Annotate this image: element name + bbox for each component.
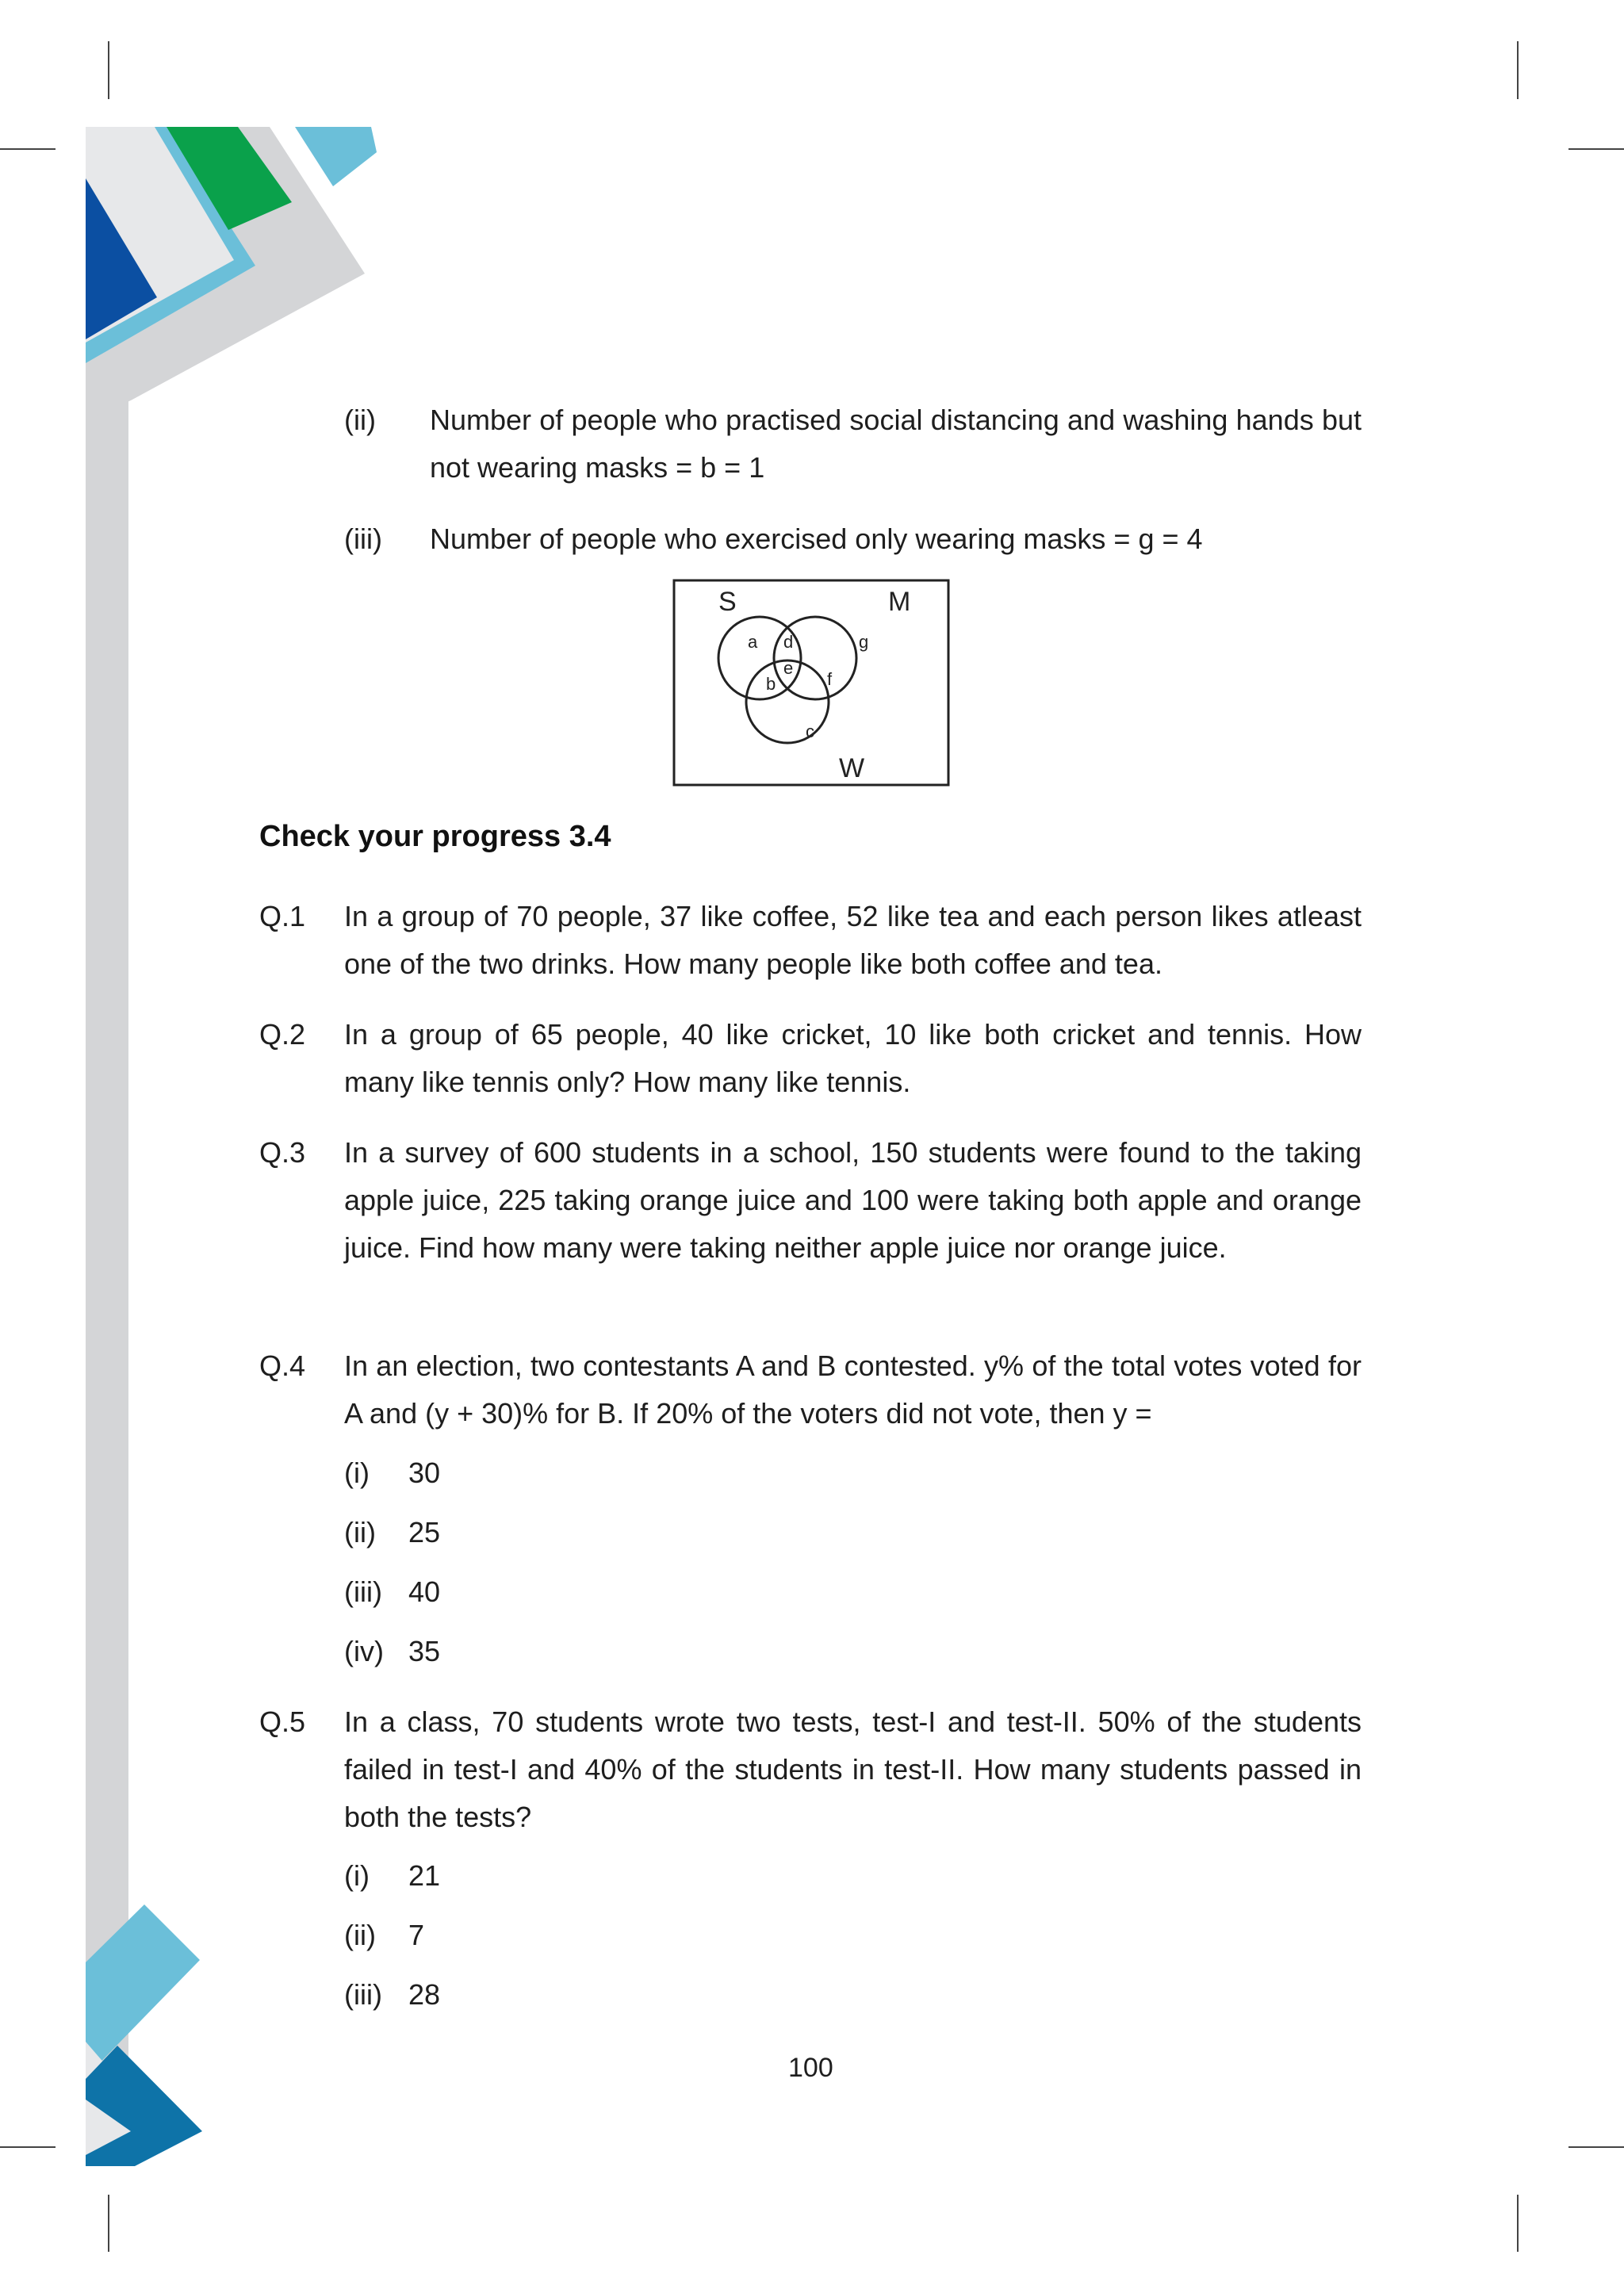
region-label-f: f (827, 669, 833, 689)
question-text: In a survey of 600 students in a school, 150 students were found to the taking apple juice, 225 taking orange juice and 100 were taking both apple and orange juice. Find how many were taking neither apple juice nor orange juice. (344, 1136, 1362, 1264)
region-label-g: g (859, 632, 869, 652)
question-number: Q.3 (259, 1136, 306, 1169)
corner-light-blue-tab (295, 127, 377, 186)
option-text: 21 (408, 1859, 441, 1892)
set-label-s: S (718, 587, 737, 617)
option-number: (i) (344, 1457, 370, 1489)
venn-diagram (672, 579, 950, 787)
side-strip (86, 127, 128, 2157)
option-number: (i) (344, 1859, 370, 1892)
page-number: 100 (788, 2053, 833, 2083)
region-label-d: d (783, 632, 794, 652)
option-text: 7 (408, 1919, 425, 1951)
bottom-blue-chevron (86, 2046, 202, 2166)
solution-item-number: (ii) (344, 404, 376, 436)
option-number: (iii) (344, 1575, 382, 1608)
option-number: (iv) (344, 1635, 384, 1667)
question-text: In an election, two contestants A and B contested. y% of the total votes voted for A and (y + 30)% for B. If 20% of the voters did not vote, then y = (344, 1349, 1362, 1430)
question-number: Q.4 (259, 1349, 306, 1382)
region-label-b: b (766, 674, 776, 694)
region-label-c: c (806, 722, 814, 741)
question-text: In a group of 70 people, 37 like coffee, 52 like tea and each person likes atleast one of the two drinks. How many people like both coffee and tea. (344, 900, 1362, 980)
solution-item-text: Number of people who exercised only wearing masks = g = 4 (430, 523, 1203, 555)
section-title: Check your progress 3.4 (259, 820, 611, 853)
set-label-m: M (888, 587, 911, 617)
option-number: (ii) (344, 1919, 376, 1951)
question-number: Q.5 (259, 1705, 306, 1738)
region-label-a: a (748, 632, 758, 652)
region-label-e: e (783, 658, 794, 678)
set-label-w: W (839, 753, 865, 783)
option-number: (ii) (344, 1516, 376, 1548)
solution-item-text: Number of people who practised social distancing and washing hands but not wearing masks = b = 1 (430, 404, 1362, 484)
option-text: 30 (408, 1457, 441, 1489)
question-number: Q.1 (259, 900, 306, 932)
question-text: In a class, 70 students wrote two tests, test-I and test-II. 50% of the students failed in test-I and 40% of the students in test-II. How many students passed in both the tests? (344, 1705, 1362, 1833)
option-text: 28 (408, 1978, 441, 2011)
option-text: 25 (408, 1516, 441, 1548)
option-text: 35 (408, 1635, 441, 1667)
option-text: 40 (408, 1575, 441, 1608)
solution-item-number: (iii) (344, 523, 382, 555)
question-number: Q.2 (259, 1018, 306, 1051)
question-text: In a group of 65 people, 40 like cricket, 10 like both cricket and tennis. How many like tennis only? How many like tennis. (344, 1018, 1362, 1098)
option-number: (iii) (344, 1978, 382, 2011)
